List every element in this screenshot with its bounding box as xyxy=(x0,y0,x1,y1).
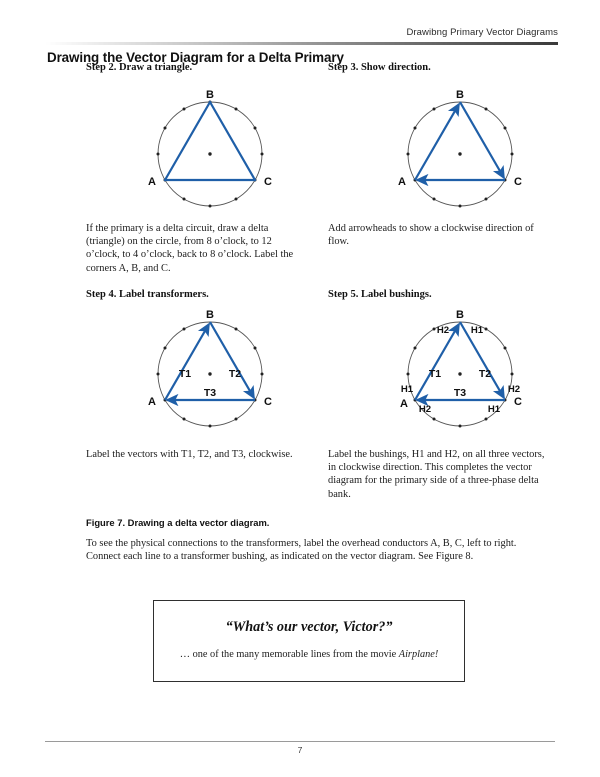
bushing-label-b-right: H1 xyxy=(470,325,484,336)
transformer-label-t1: T1 xyxy=(178,368,192,380)
figure-caption: Figure 7. Drawing a delta vector diagram. xyxy=(86,517,270,528)
vertex-label-b: B xyxy=(456,309,464,321)
vector-b-to-c xyxy=(210,322,254,398)
transformer-label-t2: T2 xyxy=(228,368,242,380)
step-4-heading: Step 4. Label transformers. xyxy=(86,289,209,300)
vertex-label-a: A xyxy=(400,398,408,410)
footer-rule xyxy=(45,741,555,742)
vertex-label-b: B xyxy=(206,309,214,321)
quote-box xyxy=(153,600,465,682)
step-2-heading: Step 2. Draw a triangle. xyxy=(86,62,193,73)
vertex-label-c: C xyxy=(264,396,272,408)
vector-a-to-b xyxy=(415,104,459,180)
vector-b-to-c xyxy=(460,102,504,178)
quote-attribution-prefix: … one of the many memorable lines from the movie xyxy=(179,649,399,660)
diagram-step-3 xyxy=(375,88,545,213)
quote-main-text: “What’s our vector, Victor?” xyxy=(225,619,393,635)
vertex-label-a: A xyxy=(148,396,156,408)
transformer-label-t3: T3 xyxy=(453,387,467,399)
transformer-label-t3: T3 xyxy=(203,387,217,399)
vertex-label-a: A xyxy=(148,176,156,188)
vertex-label-a: A xyxy=(398,176,406,188)
vertex-label-b: B xyxy=(456,89,464,101)
quote-movie-title: Airplane! xyxy=(398,649,439,660)
bushing-label-a-lower: H2 xyxy=(418,404,432,415)
transformer-label-t1: T1 xyxy=(428,368,442,380)
transformer-label-t2: T2 xyxy=(478,368,492,380)
page-number: 7 xyxy=(297,745,303,755)
vertex-label-c: C xyxy=(514,176,522,188)
step-2-body: If the primary is a delta circuit, draw a delta (triangle) on the circle, from 8 o’clock, to 12 o’clock, to 4 o’clock, back to 8 o’clock. Label the corners A, B, and C. xyxy=(86,223,294,274)
bushing-label-b-left: H2 xyxy=(436,325,450,336)
step-3-body: Add arrowheads to show a clockwise direction of flow. xyxy=(328,223,534,248)
header-rule xyxy=(45,42,558,45)
vector-a-to-b xyxy=(165,324,209,400)
quote-attribution xyxy=(154,649,464,660)
step-5-heading: Step 5. Label bushings. xyxy=(328,289,432,300)
diagram-step-4 xyxy=(125,308,295,433)
diagram-step-2 xyxy=(125,88,295,213)
bushing-label-c-upper: H2 xyxy=(507,384,521,395)
vertex-label-b: B xyxy=(206,89,214,101)
bushing-label-a-upper: H1 xyxy=(400,384,414,395)
diagram-step-5 xyxy=(375,308,550,436)
section-title: Drawing the Vector Diagram for a Delta Primary xyxy=(47,50,344,65)
vertex-label-c: C xyxy=(264,176,272,188)
figure-followup-paragraph: To see the physical connections to the transformers, label the overhead conductors A, B, C, left to right. Connect each line to a transformer bushing, as indicated on the vector diagram. See Figure 8. xyxy=(86,538,517,563)
step-4-body: Label the vectors with T1, T2, and T3, clockwise. xyxy=(86,449,293,460)
step-5-body: Label the bushings, H1 and H2, on all three vectors, in clockwise direction. This completes the vector diagram for the primary side of a three-phase delta bank. xyxy=(328,449,545,500)
running-header: Drawibng Primary Vector Diagrams xyxy=(406,27,558,38)
vertex-label-c: C xyxy=(514,396,522,408)
step-3-heading: Step 3. Show direction. xyxy=(328,62,431,73)
bushing-label-c-lower: H1 xyxy=(487,404,501,415)
